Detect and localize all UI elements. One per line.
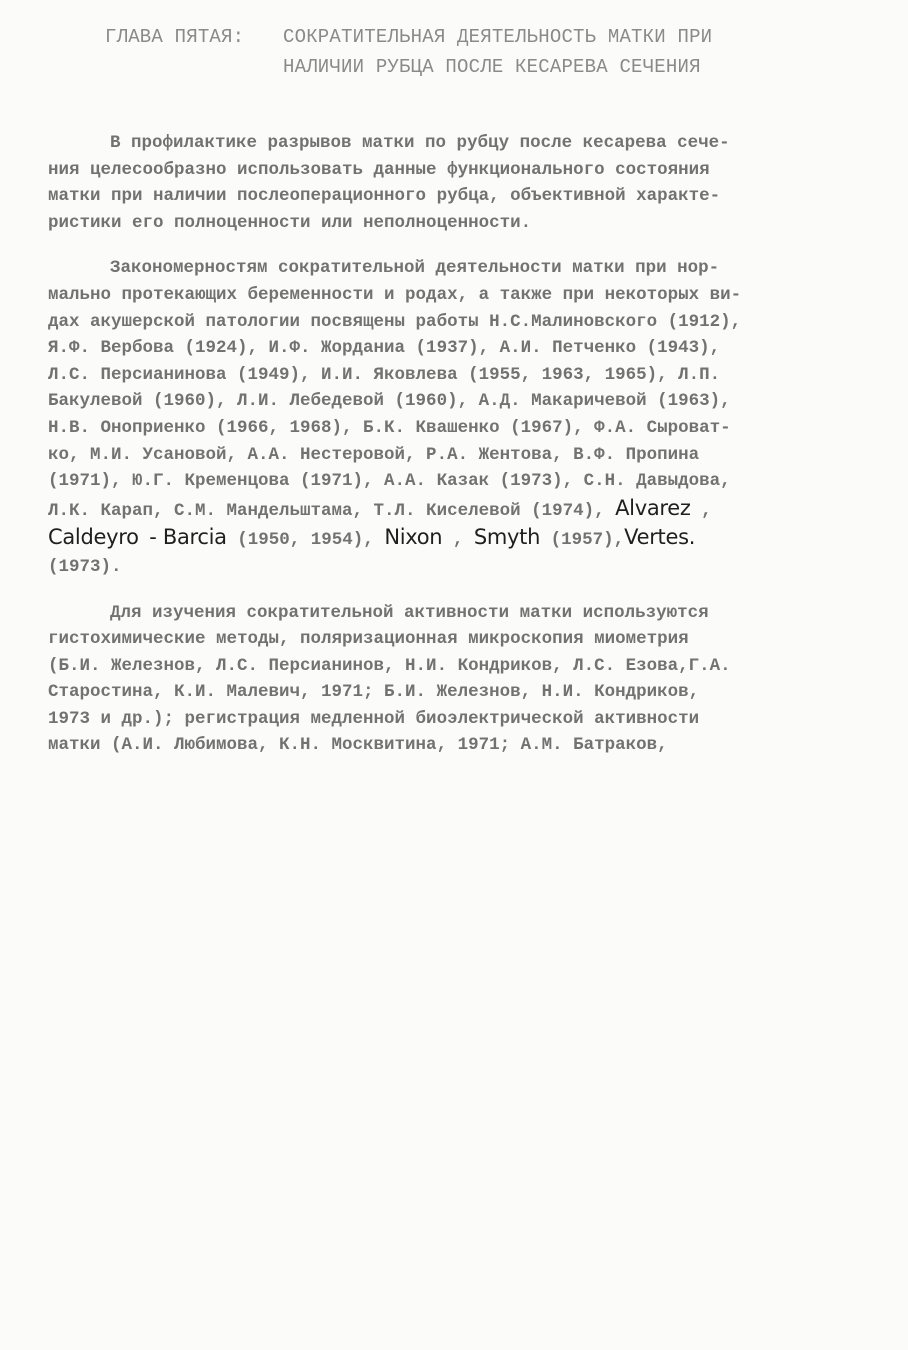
text-line: Для изучения сократительной активности матки используются <box>110 602 709 623</box>
paragraph-regularities <box>48 255 838 580</box>
handwritten-name-alvarez: Alvarez <box>615 495 691 520</box>
text-line: Я.Ф. Вербова (1924), И.Ф. Жорданиа (1937), А.И. Петченко (1943), <box>48 338 721 359</box>
text-line: Л.С. Персианинова (1949), И.И. Яковлева (1955, 1963, 1965), Л.П. <box>48 364 721 385</box>
chapter-label: ГЛАВА ПЯТАЯ: <box>105 26 245 48</box>
text-line: гистохимические методы, поляризационная микроскопия миометрия <box>48 629 689 650</box>
handwritten-name-vertes: Vertes. <box>624 525 696 550</box>
paragraph-prophylaxis <box>48 130 838 236</box>
text-line: матки при наличии послеоперационного рубца, объективной характе- <box>48 186 721 207</box>
text-line: матки (А.И. Любимова, К.Н. Москвитина, 1971; А.М. Батраков, <box>48 735 668 756</box>
text-line: Н.В. Оноприенко (1966, 1968), Б.К. Квашенко (1967), Ф.А. Сыроват- <box>48 417 731 438</box>
text-line: мально протекающих беременности и родах, а также при некоторых ви- <box>48 284 742 305</box>
handwritten-name-caldeyro: Caldeyro <box>48 525 139 550</box>
chapter-title-line-2: НАЛИЧИИ РУБЦА ПОСЛЕ КЕСАРЕВА СЕЧЕНИЯ <box>283 56 701 78</box>
text-segment: (1957), <box>550 530 625 551</box>
text-line: (Б.И. Железнов, Л.С. Персианинов, Н.И. Кондриков, Л.С. Езова,Г.А. <box>48 655 731 676</box>
text-line: Закономерностям сократительной деятельности матки при нор- <box>110 258 720 279</box>
text-line: дах акушерской патологии посвящены работы Н.С.Малиновского (1912), <box>48 311 742 332</box>
paragraph-methods <box>48 600 838 760</box>
text-line: Старостина, К.И. Малевич, 1971; Б.И. Железнов, Н.И. Кондриков, <box>48 682 700 703</box>
chapter-heading <box>105 22 865 82</box>
handwritten-name-smyth: Smyth <box>473 525 541 550</box>
text-line-with-handwriting <box>48 524 838 554</box>
text-segment: Л.К. Карап, С.М. Мандельштама, Т.Л. Киселевой (1974), <box>48 500 605 521</box>
chapter-heading-line-1 <box>105 22 865 52</box>
handwritten-name-barcia: - Barcia <box>149 525 227 550</box>
text-line: В профилактике разрывов матки по рубцу после кесарева сече- <box>110 133 730 153</box>
handwritten-name-nixon: Nixon <box>384 525 443 550</box>
text-line: ния целесообразно использовать данные функционального состояния <box>48 159 710 180</box>
text-line-with-handwriting <box>48 495 838 525</box>
text-separator: , <box>452 530 464 551</box>
text-line: ристики его полноценности или неполноценности. <box>48 212 532 233</box>
text-line: 1973 и др.); регистрация медленной биоэлектрической активности <box>48 708 700 729</box>
text-separator: , <box>701 500 712 521</box>
document-body <box>48 130 838 778</box>
text-line: (1971), Ю.Г. Кременцова (1971), А.А. Казак (1973), С.Н. Давыдова, <box>48 471 731 492</box>
chapter-title-line-1: СОКРАТИТЕЛЬНАЯ ДЕЯТЕЛЬНОСТЬ МАТКИ ПРИ <box>283 26 713 48</box>
text-segment: (1950, 1954), <box>237 530 374 551</box>
text-line: Бакулевой (1960), Л.И. Лебедевой (1960), А.Д. Макаричевой (1963), <box>48 391 731 412</box>
text-line: (1973). <box>48 556 122 577</box>
text-line: ко, М.И. Усановой, А.А. Нестеровой, Р.А. Жентова, В.Ф. Пропина <box>48 444 700 465</box>
